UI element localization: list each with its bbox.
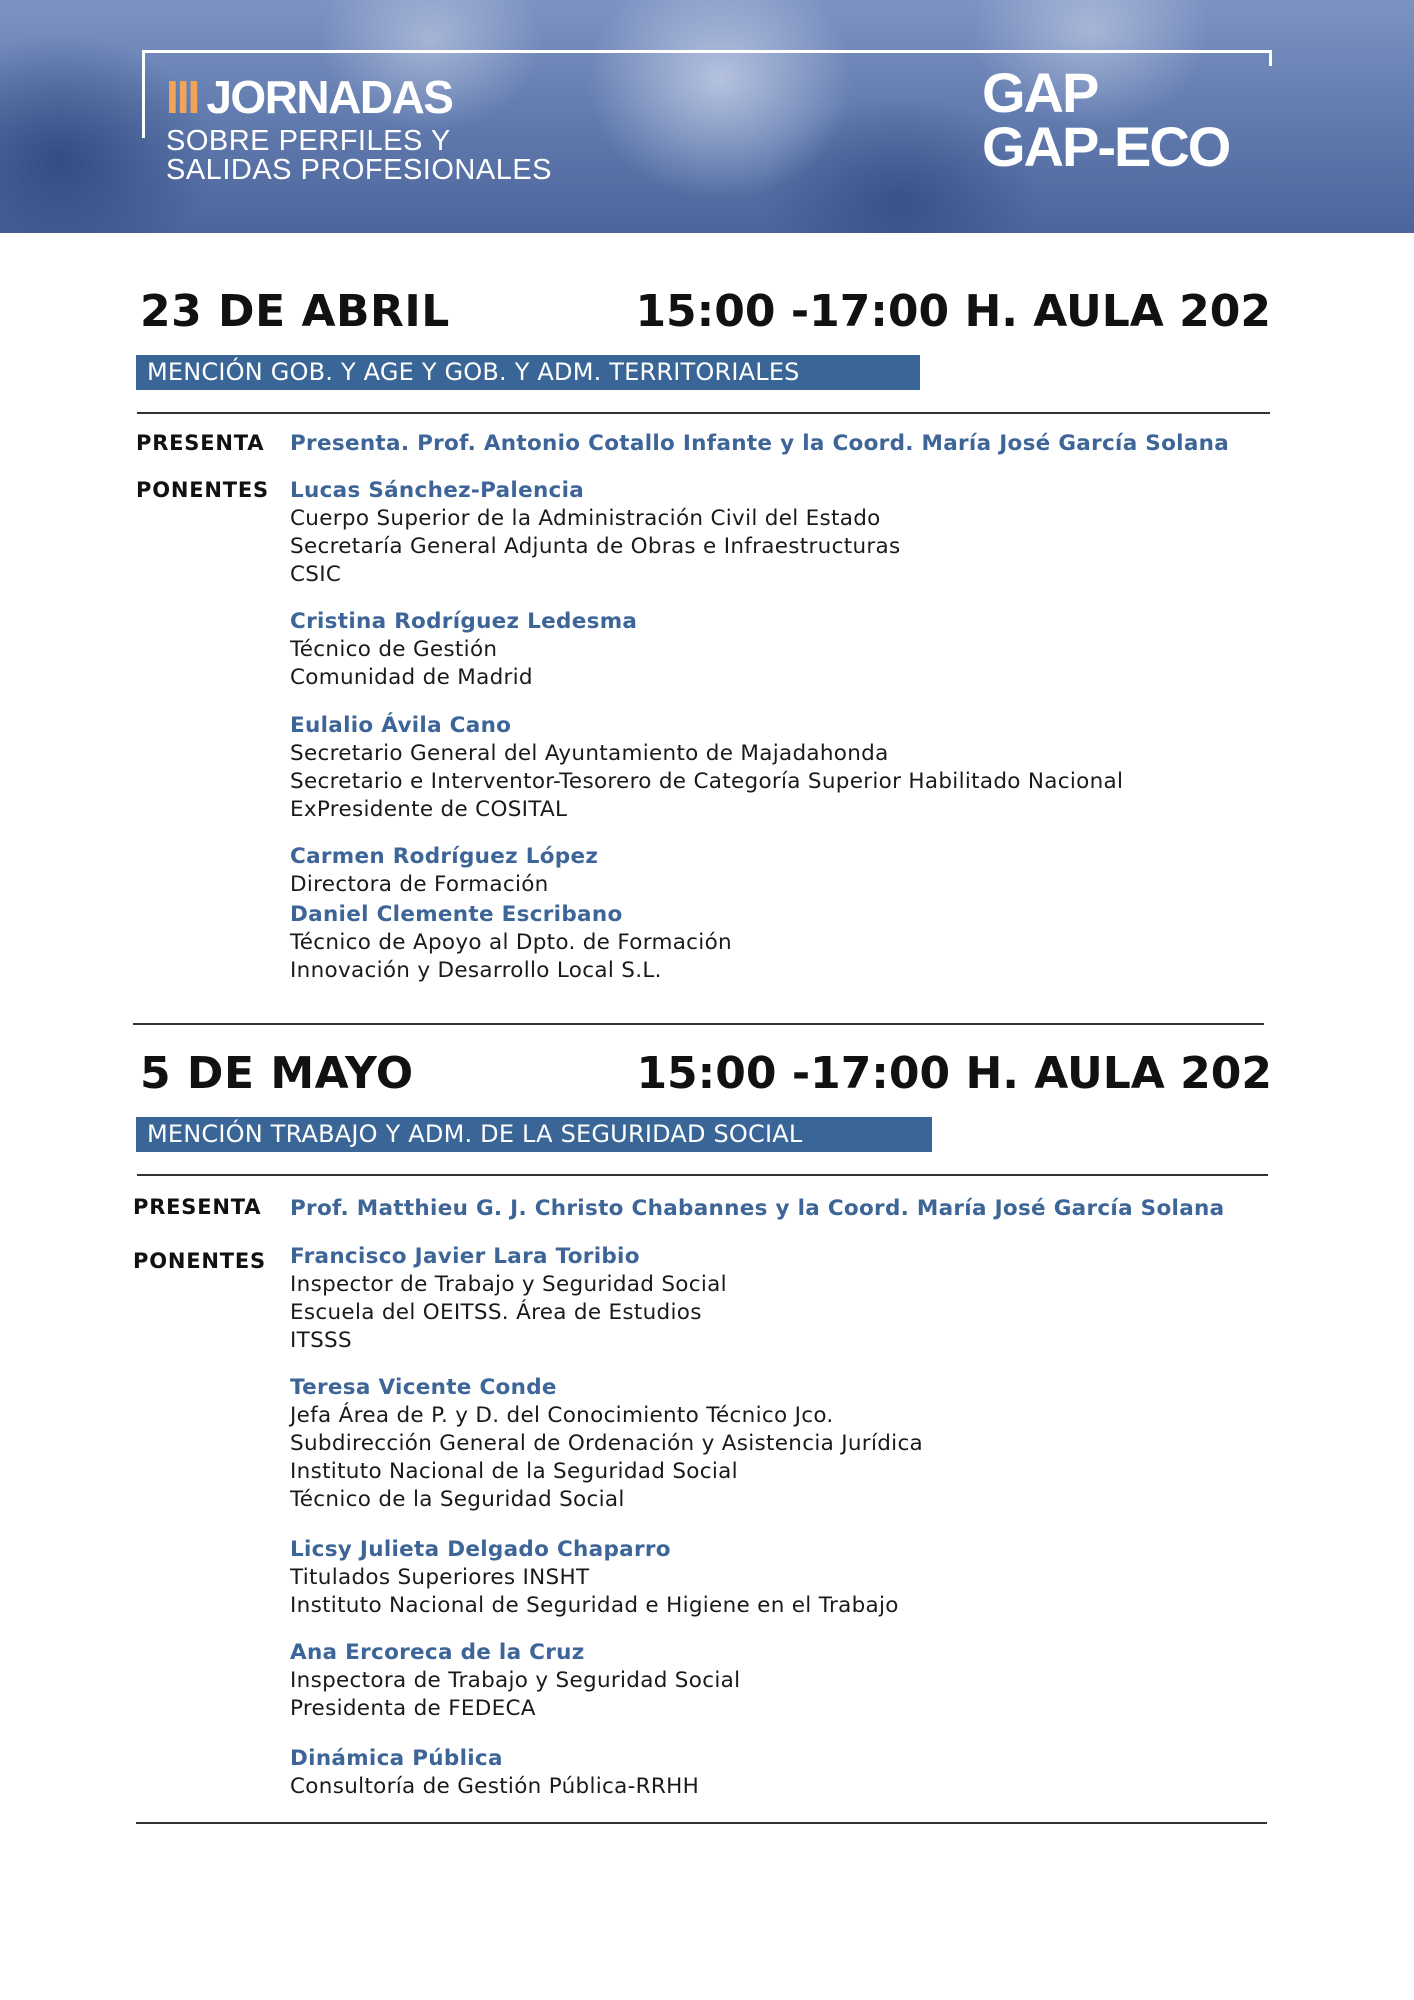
speaker-detail: ITSSS: [290, 1328, 352, 1353]
speaker-detail: Jefa Área de P. y D. del Conocimiento Técnico Jco.: [290, 1403, 834, 1428]
speaker-entry: [290, 1536, 899, 1620]
speaker-detail: Instituto Nacional de la Seguridad Social: [290, 1459, 738, 1484]
session-date: 23 DE ABRIL: [140, 286, 450, 337]
ponentes-label: PONENTES: [136, 478, 269, 502]
speaker-entry: [290, 477, 900, 589]
banner-frame-line: [142, 50, 145, 138]
session-time-room: 15:00 -17:00 H. AULA 202: [635, 286, 1271, 337]
presenta-text: Prof. Matthieu G. J. Christo Chabannes y la Coord. María José García Solana: [290, 1196, 1225, 1221]
speaker-entry: [290, 1243, 727, 1355]
speaker-detail: Técnico de Apoyo al Dpto. de Formación: [290, 930, 732, 955]
program-gap: GAP: [982, 61, 1098, 124]
speaker-name: Teresa Vicente Conde: [290, 1375, 557, 1400]
session-time-room: 15:00 -17:00 H. AULA 202: [636, 1048, 1272, 1099]
presenta-label: PRESENTA: [133, 1195, 262, 1219]
speaker-detail: Secretario e Interventor-Tesorero de Categoría Superior Habilitado Nacional: [290, 769, 1124, 794]
speaker-detail: Secretario General del Ayuntamiento de Majadahonda: [290, 741, 889, 766]
event-title-text: JORNADAS: [206, 71, 453, 123]
speaker-detail: Inspectora de Trabajo y Seguridad Social: [290, 1668, 741, 1693]
edition-number: III: [166, 71, 199, 123]
speaker-name: Francisco Javier Lara Toribio: [290, 1244, 640, 1269]
banner-frame-line: [142, 50, 1272, 53]
speaker-entry: [290, 1639, 740, 1723]
speaker-entry: [290, 1745, 699, 1801]
speaker-detail: CSIC: [290, 562, 342, 587]
banner-frame-line: [1269, 50, 1272, 66]
divider: [137, 412, 1270, 414]
speaker-detail: Técnico de Gestión: [290, 637, 498, 662]
mencion-banner: MENCIÓN GOB. Y AGE Y GOB. Y ADM. TERRITORIALES: [136, 355, 920, 390]
speaker-entry: [290, 608, 637, 692]
header-banner: [0, 0, 1414, 233]
speaker-name: Carmen Rodríguez López: [290, 844, 599, 869]
speaker-name: Daniel Clemente Escribano: [290, 902, 623, 927]
ponentes-label: PONENTES: [133, 1249, 266, 1273]
divider: [137, 1174, 1268, 1176]
divider: [133, 1023, 1264, 1025]
speaker-name: Ana Ercoreca de la Cruz: [290, 1640, 585, 1665]
speaker-detail: Comunidad de Madrid: [290, 665, 533, 690]
speaker-name: Eulalio Ávila Cano: [290, 713, 512, 738]
speaker-detail: Directora de Formación: [290, 872, 549, 897]
presenta-text: Presenta. Prof. Antonio Cotallo Infante y la Coord. María José García Solana: [290, 431, 1230, 456]
speaker-name: Cristina Rodríguez Ledesma: [290, 609, 638, 634]
session-date: 5 DE MAYO: [140, 1048, 414, 1099]
mencion-banner: MENCIÓN TRABAJO Y ADM. DE LA SEGURIDAD SOCIAL: [136, 1117, 932, 1152]
speaker-detail: Innovación y Desarrollo Local S.L.: [290, 958, 662, 983]
event-subtitle: [166, 127, 646, 185]
speaker-entry: [290, 712, 1123, 824]
speaker-detail: Cuerpo Superior de la Administración Civil del Estado: [290, 506, 881, 531]
presenta-label: PRESENTA: [136, 431, 265, 455]
speaker-detail: Técnico de la Seguridad Social: [290, 1487, 625, 1512]
subtitle-line: SOBRE PERFILES Y: [166, 125, 451, 157]
program-names: [982, 61, 1282, 178]
speaker-entry: [290, 901, 732, 985]
speaker-detail: Presidenta de FEDECA: [290, 1696, 536, 1721]
speaker-detail: Instituto Nacional de Seguridad e Higiene en el Trabajo: [290, 1593, 899, 1618]
program-gap-eco: GAP-ECO: [982, 115, 1230, 178]
event-title: [166, 70, 453, 122]
speaker-entry: [290, 1374, 923, 1514]
speaker-detail: ExPresidente de COSITAL: [290, 797, 568, 822]
speaker-detail: Consultoría de Gestión Pública-RRHH: [290, 1774, 700, 1799]
speaker-detail: Titulados Superiores INSHT: [290, 1565, 590, 1590]
speaker-name: Dinámica Pública: [290, 1746, 503, 1771]
speaker-name: Lucas Sánchez-Palencia: [290, 478, 585, 503]
divider: [136, 1822, 1267, 1824]
speaker-detail: Escuela del OEITSS. Área de Estudios: [290, 1300, 702, 1325]
speaker-name: Licsy Julieta Delgado Chaparro: [290, 1537, 671, 1562]
speaker-detail: Secretaría General Adjunta de Obras e Infraestructuras: [290, 534, 901, 559]
speaker-entry: [290, 843, 598, 899]
speaker-detail: Inspector de Trabajo y Seguridad Social: [290, 1272, 727, 1297]
subtitle-line: SALIDAS PROFESIONALES: [166, 154, 553, 186]
speaker-detail: Subdirección General de Ordenación y Asistencia Jurídica: [290, 1431, 924, 1456]
